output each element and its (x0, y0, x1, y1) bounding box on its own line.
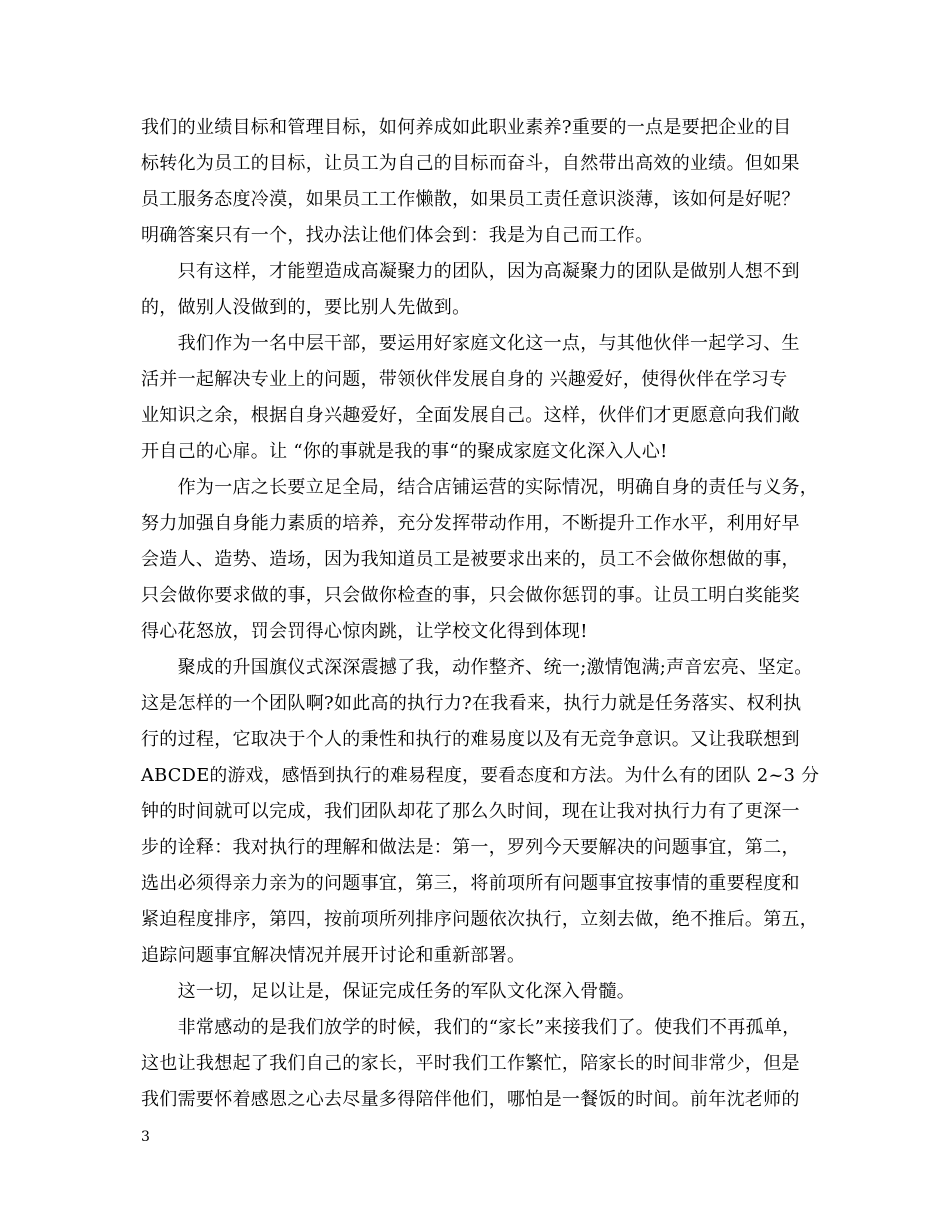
text-line: 员工服务态度冷漠，如果员工工作懒散，如果员工责任意识淡薄，该如何是好呢？ (141, 189, 800, 210)
text-line: 追踪问题事宜解决情况并展开讨论和重新部署。 (141, 945, 526, 966)
page-number: 3 (141, 1129, 150, 1145)
text-line: 选出必须得亲力亲为的问题事宜，第三，将前项所有问题事宜按事情的重要程度和 (141, 873, 800, 894)
text-line: 这也让我想起了我们自己的家长，平时我们工作繁忙，陪家长的时间非常少，但是 (141, 1053, 800, 1074)
text-line: 步的诠释：我对执行的理解和做法是：第一，罗列今天要解决的问题事宜，第二， (141, 837, 800, 858)
text-line: 开自己的心扉。让 “你的事就是我的事“的聚成家庭文化深入人心! (141, 441, 668, 462)
text-line: ABCDE的游戏，感悟到执行的难易程度，要看态度和方法。为什么有的团队 2~3 分 (141, 766, 820, 786)
text-line: 明确答案只有一个，找办法让他们体会到：我是为自己而工作。 (141, 225, 654, 246)
body-text (141, 110, 821, 1118)
text-line: 的，做别人没做到的，要比别人先做到。 (141, 297, 471, 318)
text-line: 紧迫程度排序，第四，按前项所列排序问题依次执行，立刻去做，绝不推后。第五， (141, 909, 819, 930)
text-line: 我们需要怀着感恩之心去尽量多得陪伴他们，哪怕是一餐饭的时间。前年沈老师的 (141, 1089, 800, 1110)
text-line: 非常感动的是我们放学的时候，我们的“家长”来接我们了。使我们不再孤单， (141, 1017, 801, 1038)
text-line: 我们作为一名中层干部，要运用好家庭文化这一点，与其他伙伴一起学习、生 (141, 333, 800, 354)
text-line: 标转化为员工的目标，让员工为自己的目标而奋斗，自然带出高效的业绩。但如果 (141, 153, 800, 174)
text-line: 会造人、造势、造场，因为我知道员工是被要求出来的，员工不会做你想做的事， (141, 549, 800, 570)
text-line: 我们的业绩目标和管理目标，如何养成如此职业素养?重要的一点是要把企业的目 (141, 117, 792, 138)
text-line: 行的过程，它取决于个人的秉性和执行的难易度以及有无竞争意识。又让我联想到 (141, 729, 800, 750)
text-line: 钟的时间就可以完成，我们团队却花了那么久时间，现在让我对执行力有了更深一 (141, 801, 800, 822)
text-line: 这一切，足以让是，保证完成任务的军队文化深入骨髓。 (141, 981, 636, 1002)
text-line: 作为一店之长要立足全局，结合店铺运营的实际情况，明确自身的责任与义务， (141, 477, 819, 498)
text-line: 业知识之余，根据自身兴趣爱好，全面发展自己。这样，伙伴们才更愿意向我们敞 (141, 405, 800, 426)
text-line: 只会做你要求做的事，只会做你检查的事，只会做你惩罚的事。让员工明白奖能奖 (141, 585, 800, 606)
text-line: 努力加强自身能力素质的培养，充分发挥带动作用，不断提升工作水平，利用好早 (141, 513, 800, 534)
text-line: 活并一起解决专业上的问题，带领伙伴发展自身的 兴趣爱好，使得伙伴在学习专 (141, 369, 788, 390)
text-line: 聚成的升国旗仪式深深震撼了我，动作整齐、统一;激情饱满;声音宏亮、坚定。 (141, 657, 813, 678)
text-line: 只有这样，才能塑造成高凝聚力的团队，因为高凝聚力的团队是做别人想不到 (141, 261, 800, 282)
text-line: 得心花怒放，罚会罚得心惊肉跳，让学校文化得到体现! (141, 621, 588, 642)
text-line: 这是怎样的一个团队啊?如此高的执行力?在我看来，执行力就是任务落实、权利执 (141, 693, 802, 714)
